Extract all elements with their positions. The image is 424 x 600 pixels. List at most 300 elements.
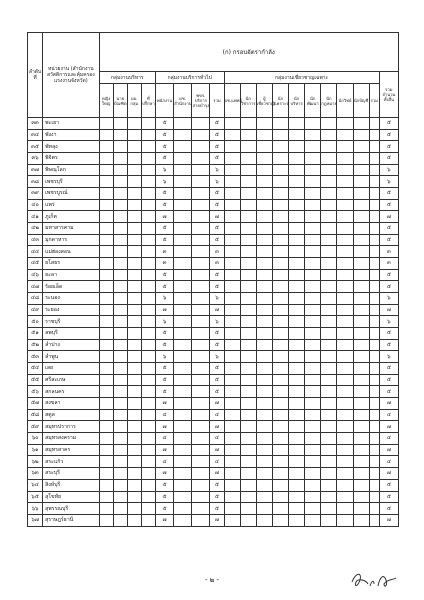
admin-cell: [113, 269, 127, 281]
service-staff-cell: ๕: [155, 503, 173, 515]
expert-cell: [224, 456, 240, 468]
expert-cell: [305, 316, 321, 328]
service-sum-cell: ๕: [210, 199, 224, 211]
expert-cell: [256, 293, 272, 305]
admin-cell: [127, 118, 141, 130]
table-row: [28, 223, 399, 235]
expert-cell: [369, 468, 379, 480]
expert-cell: [305, 176, 321, 188]
expert-subcolumn-header: นักบัญชี: [353, 84, 369, 118]
grand-total-cell: ๕: [379, 234, 398, 246]
service-driver-cell: [192, 176, 210, 188]
grand-total-cell: ๕: [379, 281, 398, 293]
service-driver-cell: [192, 433, 210, 445]
province-name-cell: ศรีสะเกษ: [43, 374, 99, 386]
province-name-cell: สมุทรสาคร: [43, 444, 99, 456]
expert-cell: [272, 188, 288, 200]
expert-cell: [337, 351, 353, 363]
expert-cell: [289, 421, 305, 433]
expert-cell: [240, 153, 256, 165]
expert-cell: [272, 363, 288, 375]
table-row: [28, 409, 399, 421]
province-name-cell: เลย: [43, 363, 99, 375]
expert-cell: [353, 188, 369, 200]
expert-cell: [369, 433, 379, 445]
admin-cell: [113, 293, 127, 305]
admin-cell: [113, 339, 127, 351]
province-name-cell: สุพรรณบุรี: [43, 503, 99, 515]
province-name-cell: ร้อยเอ็ด: [43, 281, 99, 293]
expert-cell: [240, 223, 256, 235]
service-assistant-cell: [174, 153, 192, 165]
service-sum-cell: ๕: [210, 141, 224, 153]
expert-cell: [272, 339, 288, 351]
grand-total-cell: ๖: [379, 316, 398, 328]
admin-cell: [99, 339, 113, 351]
service-staff-cell: ๕: [155, 479, 173, 491]
table-row: [28, 433, 399, 445]
service-assistant-cell: [174, 491, 192, 503]
expert-cell: [224, 246, 240, 258]
expert-cell: [337, 223, 353, 235]
expert-cell: [256, 374, 272, 386]
expert-cell: [321, 398, 337, 410]
row-number-cell: ๕๗: [28, 398, 43, 410]
expert-cell: [321, 188, 337, 200]
service-driver-cell: [192, 293, 210, 305]
admin-cell: [141, 293, 155, 305]
admin-cell: [127, 328, 141, 340]
province-name-cell: สุราษฎร์ธานี: [43, 514, 99, 526]
expert-cell: [305, 234, 321, 246]
service-driver-cell: [192, 141, 210, 153]
grand-total-cell: ๗: [379, 514, 398, 526]
expert-cell: [353, 316, 369, 328]
expert-cell: [272, 433, 288, 445]
expert-cell: [337, 503, 353, 515]
province-name-cell: แม่ฮ่องสอน: [43, 246, 99, 258]
province-name-cell: ภูเก็ต: [43, 211, 99, 223]
expert-cell: [369, 164, 379, 176]
expert-cell: [369, 374, 379, 386]
admin-cell: [113, 258, 127, 270]
row-number-cell: ๕๑: [28, 328, 43, 340]
expert-cell: [224, 491, 240, 503]
expert-cell: [289, 129, 305, 141]
row-number-cell: ๖๑: [28, 444, 43, 456]
expert-cell: [353, 374, 369, 386]
row-number-cell: ๕๙: [28, 421, 43, 433]
admin-cell: [127, 129, 141, 141]
service-driver-cell: [192, 479, 210, 491]
expert-cell: [256, 491, 272, 503]
expert-cell: [240, 503, 256, 515]
expert-subcolumn-header: นักวิทย์: [337, 84, 353, 118]
grand-total-cell: ๕: [379, 129, 398, 141]
expert-cell: [305, 374, 321, 386]
table-row: [28, 363, 399, 375]
service-driver-cell: [192, 281, 210, 293]
expert-cell: [289, 281, 305, 293]
expert-cell: [369, 491, 379, 503]
admin-cell: [127, 456, 141, 468]
service-driver-cell: [192, 503, 210, 515]
expert-cell: [369, 386, 379, 398]
admin-cell: [113, 351, 127, 363]
admin-cell: [113, 176, 127, 188]
expert-cell: [272, 456, 288, 468]
table-row: [28, 316, 399, 328]
service-staff-cell: ๔: [155, 409, 173, 421]
admin-cell: [99, 304, 113, 316]
service-sum-cell: ๖: [210, 176, 224, 188]
expert-cell: [224, 141, 240, 153]
province-name-cell: ลำปาง: [43, 339, 99, 351]
grand-total-cell: ๓: [379, 258, 398, 270]
expert-cell: [321, 164, 337, 176]
table-row: [28, 456, 399, 468]
expert-cell: [256, 433, 272, 445]
service-driver-cell: [192, 304, 210, 316]
admin-cell: [127, 363, 141, 375]
admin-cell: [99, 456, 113, 468]
admin-cell: [113, 316, 127, 328]
admin-cell: [99, 444, 113, 456]
admin-cell: [127, 491, 141, 503]
expert-cell: [224, 328, 240, 340]
expert-cell: [353, 479, 369, 491]
expert-cell: [353, 304, 369, 316]
admin-cell: [141, 164, 155, 176]
expert-cell: [337, 199, 353, 211]
expert-cell: [353, 211, 369, 223]
service-staff-cell: ๗: [155, 211, 173, 223]
expert-cell: [240, 374, 256, 386]
expert-cell: [353, 328, 369, 340]
expert-cell: [272, 328, 288, 340]
expert-cell: [240, 258, 256, 270]
admin-cell: [141, 316, 155, 328]
expert-cell: [353, 363, 369, 375]
grand-total-cell: ๕: [379, 269, 398, 281]
expert-cell: [256, 514, 272, 526]
table-row: [28, 153, 399, 165]
admin-cell: [127, 421, 141, 433]
expert-cell: [256, 316, 272, 328]
expert-cell: [321, 129, 337, 141]
expert-cell: [337, 374, 353, 386]
expert-cell: [256, 164, 272, 176]
province-name-cell: แพร่: [43, 199, 99, 211]
admin-cell: [99, 129, 113, 141]
expert-cell: [353, 129, 369, 141]
expert-cell: [289, 153, 305, 165]
admin-cell: [99, 223, 113, 235]
expert-cell: [305, 304, 321, 316]
expert-cell: [224, 199, 240, 211]
expert-cell: [337, 514, 353, 526]
service-sum-cell: ๔: [210, 456, 224, 468]
admin-subcolumn-header: ผอ. กลุ่ม: [127, 84, 141, 118]
expert-cell: [369, 153, 379, 165]
row-number-cell: ๔๗: [28, 281, 43, 293]
service-sum-cell: ๗: [210, 468, 224, 480]
row-number-cell: ๔๑: [28, 211, 43, 223]
table-row: [28, 269, 399, 281]
expert-cell: [305, 479, 321, 491]
grand-total-cell: ๔: [379, 456, 398, 468]
service-driver-cell: [192, 363, 210, 375]
service-sum-cell: ๕: [210, 281, 224, 293]
admin-cell: [141, 328, 155, 340]
expert-cell: [224, 514, 240, 526]
signature-image: [348, 568, 400, 592]
admin-cell: [127, 269, 141, 281]
admin-subcolumn-header: นาย บัณฑิต: [113, 84, 127, 118]
service-driver-cell: [192, 456, 210, 468]
grand-total-cell: ๗: [379, 304, 398, 316]
expert-cell: [289, 351, 305, 363]
service-assistant-cell: [174, 246, 192, 258]
admin-cell: [141, 363, 155, 375]
expert-cell: [353, 176, 369, 188]
province-name-cell: สมุทรปราการ: [43, 421, 99, 433]
expert-cell: [305, 164, 321, 176]
row-number-cell: ๓๕: [28, 141, 43, 153]
admin-cell: [127, 153, 141, 165]
service-staff-cell: ๗: [155, 514, 173, 526]
expert-cell: [272, 281, 288, 293]
expert-cell: [272, 491, 288, 503]
expert-cell: [353, 456, 369, 468]
table-row: [28, 386, 399, 398]
expert-cell: [321, 444, 337, 456]
expert-cell: [240, 211, 256, 223]
expert-cell: [240, 118, 256, 130]
expert-cell: [353, 351, 369, 363]
expert-cell: [224, 386, 240, 398]
expert-cell: [240, 363, 256, 375]
expert-cell: [289, 141, 305, 153]
admin-cell: [141, 339, 155, 351]
admin-cell: [127, 199, 141, 211]
service-staff-cell: ๗: [155, 421, 173, 433]
expert-cell: [289, 258, 305, 270]
expert-cell: [305, 491, 321, 503]
service-assistant-cell: [174, 304, 192, 316]
province-name-cell: สระแก้ว: [43, 456, 99, 468]
expert-cell: [240, 421, 256, 433]
expert-cell: [337, 491, 353, 503]
province-name-cell: ระยอง: [43, 304, 99, 316]
service-assistant-cell: [174, 234, 192, 246]
expert-cell: [369, 421, 379, 433]
service-assistant-cell: [174, 503, 192, 515]
admin-cell: [141, 199, 155, 211]
admin-cell: [127, 246, 141, 258]
admin-cell: [127, 503, 141, 515]
expert-cell: [305, 269, 321, 281]
admin-cell: [99, 246, 113, 258]
admin-cell: [113, 363, 127, 375]
expert-cell: [272, 258, 288, 270]
expert-cell: [289, 234, 305, 246]
service-driver-cell: [192, 129, 210, 141]
service-staff-cell: ๔: [155, 456, 173, 468]
service-staff-cell: ๕: [155, 269, 173, 281]
province-name-cell: ยโสธร: [43, 258, 99, 270]
admin-cell: [99, 141, 113, 153]
admin-cell: [113, 514, 127, 526]
expert-cell: [272, 503, 288, 515]
row-number-cell: ๖๐: [28, 433, 43, 445]
service-driver-cell: [192, 351, 210, 363]
table-row: [28, 514, 399, 526]
table-row: [28, 258, 399, 270]
province-name-cell: เพชรบุรี: [43, 176, 99, 188]
grand-total-cell: ๔: [379, 433, 398, 445]
row-number-cell: ๕๖: [28, 386, 43, 398]
grand-total-cell: ๕: [379, 479, 398, 491]
table-row: [28, 503, 399, 515]
admin-cell: [141, 456, 155, 468]
admin-cell: [141, 129, 155, 141]
row-number-cell: ๖๒: [28, 456, 43, 468]
expert-cell: [369, 514, 379, 526]
admin-cell: [113, 444, 127, 456]
service-sum-cell: ๕: [210, 479, 224, 491]
grand-total-cell: ๕: [379, 141, 398, 153]
expert-cell: [321, 456, 337, 468]
service-driver-cell: [192, 269, 210, 281]
service-driver-cell: [192, 118, 210, 130]
admin-cell: [99, 491, 113, 503]
expert-cell: [272, 269, 288, 281]
expert-cell: [337, 421, 353, 433]
expert-cell: [256, 351, 272, 363]
expert-cell: [256, 503, 272, 515]
expert-cell: [353, 118, 369, 130]
expert-cell: [240, 444, 256, 456]
expert-cell: [224, 421, 240, 433]
expert-cell: [256, 328, 272, 340]
expert-cell: [369, 118, 379, 130]
expert-cell: [337, 316, 353, 328]
admin-cell: [141, 398, 155, 410]
expert-cell: [256, 421, 272, 433]
expert-cell: [337, 363, 353, 375]
admin-cell: [99, 211, 113, 223]
table-row: [28, 199, 399, 211]
admin-cell: [141, 234, 155, 246]
expert-cell: [289, 363, 305, 375]
expert-cell: [240, 514, 256, 526]
expert-cell: [256, 141, 272, 153]
expert-cell: [272, 118, 288, 130]
admin-cell: [141, 188, 155, 200]
expert-cell: [272, 468, 288, 480]
row-number-cell: ๔๔: [28, 246, 43, 258]
page-number: - ๒ -: [205, 576, 219, 584]
expert-cell: [289, 188, 305, 200]
expert-cell: [321, 514, 337, 526]
expert-cell: [321, 374, 337, 386]
grand-total-cell: ๗: [379, 211, 398, 223]
expert-cell: [305, 503, 321, 515]
admin-cell: [141, 176, 155, 188]
expert-cell: [337, 141, 353, 153]
expert-cell: [289, 223, 305, 235]
admin-cell: [113, 433, 127, 445]
grand-total-cell: ๕: [379, 188, 398, 200]
grand-total-cell: ๗: [379, 398, 398, 410]
expert-cell: [321, 433, 337, 445]
expert-cell: [305, 514, 321, 526]
expert-subcolumn-header: ผู้เชี่ยวชาญ: [256, 84, 272, 118]
expert-cell: [369, 409, 379, 421]
province-name-cell: พัทลุง: [43, 141, 99, 153]
grand-total-cell: ๕: [379, 339, 398, 351]
admin-cell: [127, 468, 141, 480]
admin-cell: [99, 188, 113, 200]
row-number-cell: ๖๓: [28, 468, 43, 480]
expert-cell: [337, 398, 353, 410]
expert-cell: [321, 211, 337, 223]
expert-cell: [337, 409, 353, 421]
expert-cell: [289, 293, 305, 305]
service-assistant-cell: [174, 456, 192, 468]
expert-cell: [240, 316, 256, 328]
table-row: [28, 468, 399, 480]
expert-cell: [224, 351, 240, 363]
expert-subcolumn-header: นักกฎหมาย: [321, 84, 337, 118]
expert-cell: [289, 398, 305, 410]
service-sum-cell: ๓: [210, 246, 224, 258]
grand-total-cell: ๔: [379, 409, 398, 421]
expert-cell: [321, 153, 337, 165]
expert-cell: [224, 234, 240, 246]
order-column-header: ลำดับที่: [28, 33, 43, 118]
expert-cell: [240, 281, 256, 293]
province-name-cell: สุโขทัย: [43, 491, 99, 503]
service-sum-cell: ๕: [210, 363, 224, 375]
service-sum-cell: ๕: [210, 491, 224, 503]
expert-cell: [353, 514, 369, 526]
admin-cell: [99, 164, 113, 176]
expert-cell: [321, 351, 337, 363]
expert-cell: [321, 479, 337, 491]
expert-cell: [256, 258, 272, 270]
expert-cell: [272, 246, 288, 258]
service-sum-cell: ๖: [210, 351, 224, 363]
province-name-cell: สงขลา: [43, 398, 99, 410]
service-staff-cell: ๖: [155, 176, 173, 188]
admin-cell: [127, 141, 141, 153]
expert-cell: [240, 456, 256, 468]
expert-cell: [256, 153, 272, 165]
expert-cell: [369, 293, 379, 305]
expert-cell: [353, 258, 369, 270]
expert-cell: [240, 468, 256, 480]
expert-cell: [256, 118, 272, 130]
admin-cell: [127, 164, 141, 176]
province-name-cell: ลำพูน: [43, 351, 99, 363]
admin-cell: [141, 491, 155, 503]
service-driver-cell: [192, 164, 210, 176]
table-body: [28, 118, 399, 527]
grand-total-cell: ๕: [379, 118, 398, 130]
service-assistant-cell: [174, 141, 192, 153]
